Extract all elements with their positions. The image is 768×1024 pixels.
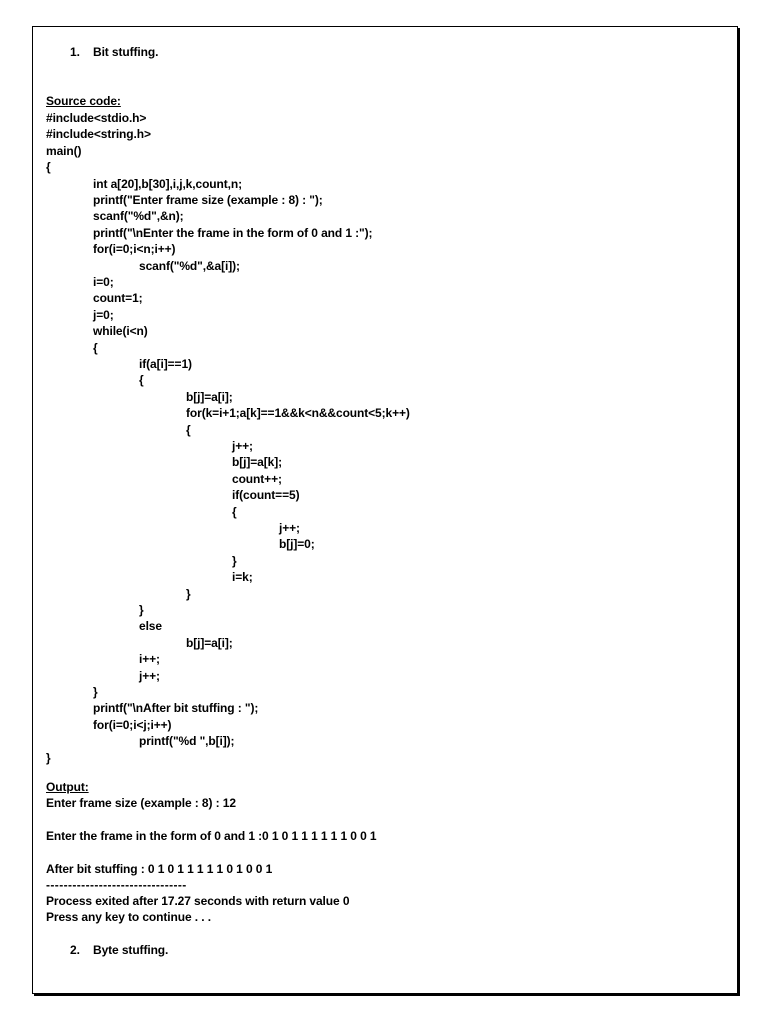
output-line-frame-size: Enter frame size (example : 8) : 12 [46,796,236,810]
source-code-label: Source code: [46,94,121,108]
output-line-press-key: Press any key to continue . . . [46,910,211,924]
code-line: } [232,553,237,568]
code-line: i++; [139,652,160,667]
heading-1-number: 1. [70,45,80,59]
code-line: { [93,340,98,355]
code-line: printf("Enter frame size (example : 8) : "); [93,193,323,207]
code-line: main() [46,143,82,158]
code-line: b[j]=a[k]; [232,455,283,470]
code-line: printf("%d ",b[i]); [139,734,235,749]
code-line: } [186,586,191,601]
code-line: { [232,504,237,519]
code-line: { [46,160,51,175]
output-line-process-exited: Process exited after 17.27 seconds with return value 0 [46,894,350,908]
code-line: printf("\nAfter bit stuffing : "); [93,701,259,716]
code-line: b[j]=a[i]; [186,389,233,404]
code-line: j++; [139,668,160,683]
code-line: j=0; [93,307,114,322]
code-line: b[j]=a[i]; [186,635,233,650]
code-line: for(i=0;i<j;i++) [93,717,172,732]
code-line: for(k=i+1;a[k]==1&&k<n&&count<5;k++) [186,406,410,421]
code-line: printf("\nEnter the frame in the form of 0 and 1 :"); [93,225,373,240]
code-line: scanf("%d",&a[i]); [139,258,240,273]
output-line-frame-input: Enter the frame in the form of 0 and 1 :0 1 0 1 1 1 1 1 1 0 0 1 [46,829,377,843]
code-line: } [93,685,98,699]
heading-2-number: 2. [70,943,80,957]
code-line: #include<string.h> [46,127,151,142]
code-line: i=k; [232,570,253,585]
code-line: j++; [279,521,300,535]
code-line: count++; [232,471,282,486]
code-line: i=0; [93,275,114,289]
heading-2-title: Byte stuffing. [93,943,169,957]
code-line: if(count==5) [232,488,300,503]
page-border [32,26,738,994]
code-line: count=1; [93,291,143,306]
code-line: for(i=0;i<n;i++) [93,242,176,257]
code-line: { [186,422,191,437]
code-line: { [139,373,144,388]
code-line: int a[20],b[30],i,j,k,count,n; [93,176,243,191]
code-line: else [139,619,162,634]
output-label: Output: [46,780,89,794]
code-line: scanf("%d",&n); [93,209,184,224]
output-line-after-stuffing: After bit stuffing : 0 1 0 1 1 1 1 1 0 1 0 0 1 [46,862,273,876]
code-line: if(a[i]==1) [139,357,192,371]
code-line: b[j]=0; [279,537,315,552]
code-line: while(i<n) [93,324,148,339]
output-separator: -------------------------------- [46,878,187,892]
code-line: } [46,750,51,765]
heading-1-title: Bit stuffing. [93,45,159,59]
code-line: j++; [232,439,253,453]
code-line: #include<stdio.h> [46,111,147,125]
code-line: } [139,603,144,617]
